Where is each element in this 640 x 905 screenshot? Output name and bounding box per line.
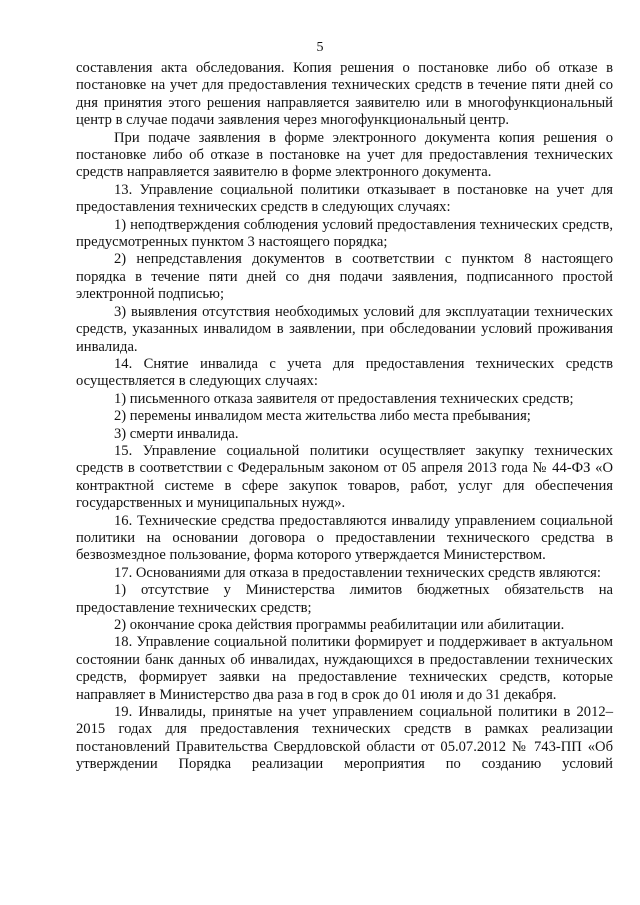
paragraph-item-17-2: 2) окончание срока действия программы реабилитации или абилитации.	[114, 617, 565, 633]
paragraph-item-13-2: 2) непредставления документов в соответствии с пунктом 8 настоящего порядка в течение пяти дней со дня подачи заявления, подписанного простой электронной подписью;	[76, 251, 613, 303]
paragraph-item-18: 18. Управление социальной политики формирует и поддерживает в актуальном состоянии банк данных об инвалидах, нуждающихся в предоставлении технических средств, формирует заявки на предоставление технических средств, которые направляет в Министерство два раза в год в срок до 01 июля и до 31 декабря.	[76, 634, 613, 703]
paragraph-item-14-1: 1) письменного отказа заявителя от предоставления технических средств;	[114, 390, 574, 407]
paragraph-item-14-2: 2) перемены инвалидом места жительства либо места пребывания;	[114, 408, 531, 425]
paragraph-item-17: 17. Основаниями для отказа в предоставлении технических средств являются:	[114, 564, 601, 581]
paragraph-item-14: 14. Снятие инвалида с учета для предоставления технических средств осуществляется в следующих случаях:	[76, 355, 613, 390]
paragraph-item-13-3: 3) выявления отсутствия необходимых условий для эксплуатации технических средств, указанных инвалидом в заявлении, при обследовании условий проживания инвалида.	[76, 303, 613, 355]
paragraph-item-19: 19. Инвалиды, принятые на учет управлением социальной политики в 2012–2015 годах для предоставления технических средств в рамках реализации постановлений Правительства Свердловской области от 05.07.2012 № 743-ПП «Об утверждении Порядка реализации мероприятия по созданию условий	[76, 704, 613, 773]
paragraph-intro-continued: составления акта обследования. Копия решения о постановке либо об отказе в постановке на учет для предоставления технических средств в течение пяти дней со дня принятия этого решения направляется заявителю или в многофункциональный центр в случае подачи заявления через многофункциональный центр.	[76, 60, 613, 129]
paragraph-item-15: 15. Управление социальной политики осуществляет закупку технических средств в соответствии с Федеральным законом от 05 апреля 2013 года № 44-ФЗ «О контрактной системе в сфере закупок товаров, работ, услуг для обеспечения государственных и муниципальных нужд».	[76, 442, 613, 512]
paragraph-electronic-form: При подаче заявления в форме электронного документа копия решения о постановке либо об отказе в постановке на учет для предоставления технических средств направляется заявителю в форме электронного документа.	[76, 129, 613, 181]
paragraph-item-16: 16. Технические средства предоставляются инвалиду управлением социальной политики на основании договора о предоставлении технического средства в безвозмездное пользование, форма которого утверждается Министерством.	[76, 512, 613, 564]
paragraph-item-14-3: 3) смерти инвалида.	[114, 425, 239, 442]
paragraph-item-13: 13. Управление социальной политики отказывает в постановке на учет для предоставления технических средств в следующих случаях:	[76, 181, 613, 216]
paragraph-item-17-1: 1) отсутствие у Министерства лимитов бюджетных обязательств на предоставление технических средств;	[76, 582, 613, 616]
paragraph-item-13-1: 1) неподтверждения соблюдения условий предоставления технических средств, предусмотренных пунктом 3 настоящего порядка;	[76, 216, 613, 251]
page-number: 5	[316, 40, 324, 55]
document-body	[76, 60, 613, 774]
